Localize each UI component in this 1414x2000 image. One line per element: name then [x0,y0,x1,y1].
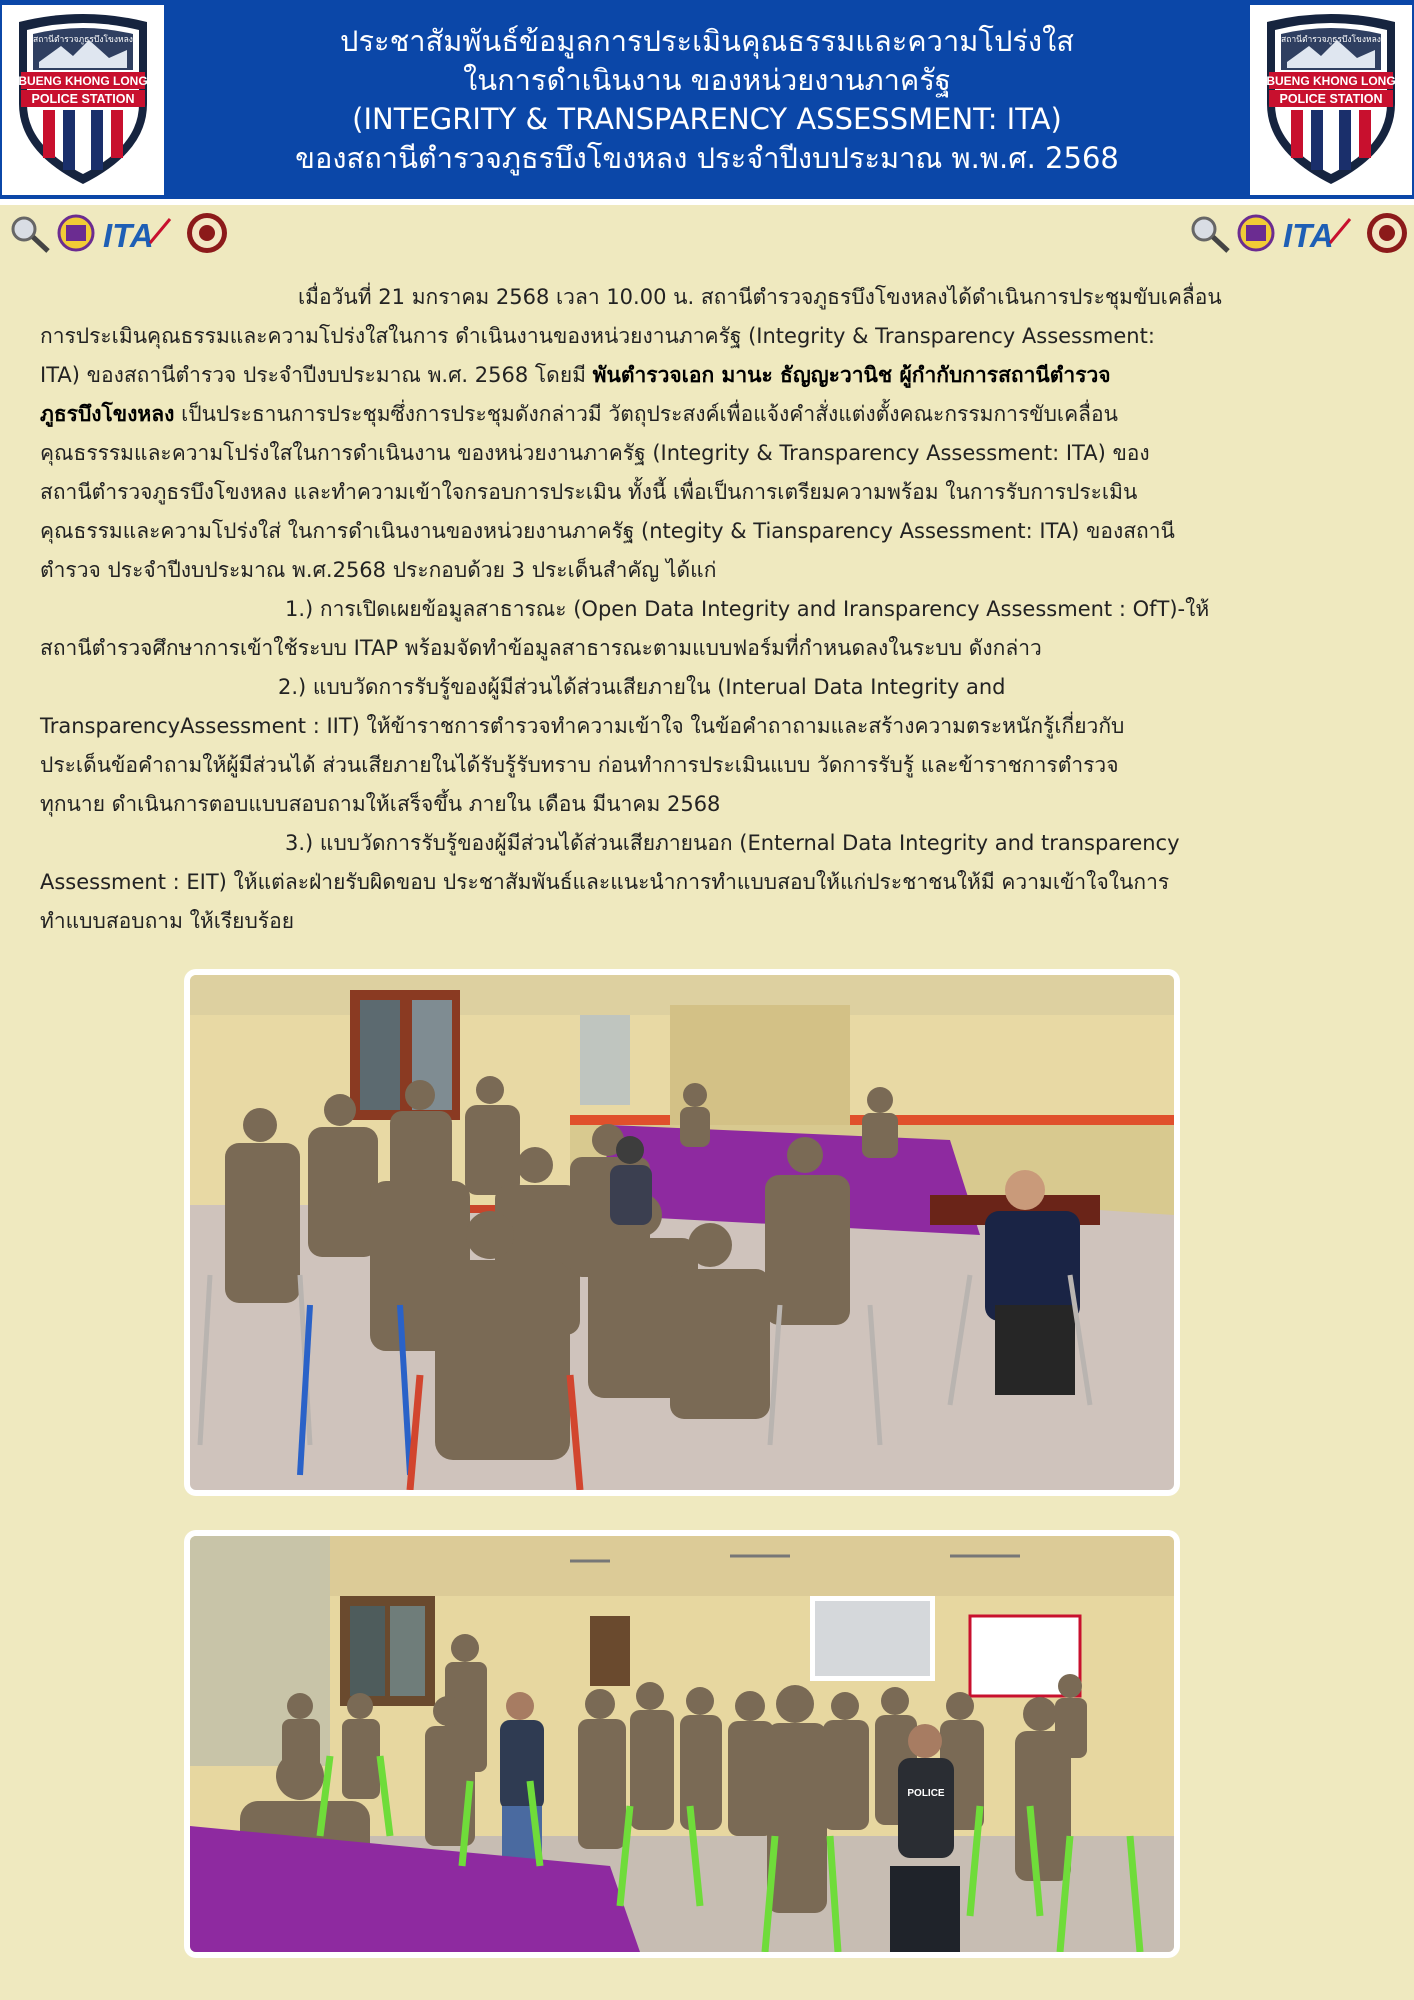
police-logo-right [1250,5,1412,195]
ita-logos-icon [1182,207,1414,259]
svg-text:สถานีตำรวจภูธรบึงโขงหลง: สถานีตำรวจภูธรบึงโขงหลง [1281,35,1381,45]
body-line: สถานีตำรวจภูธรบึงโขงหลง และทำความเข้าใจกรอบการประเมิน ทั้งนี้ เพื่อเป็นการเตรียมความพร้อม ในการรับการประเมิน [40,480,1138,504]
body-line: ภูธรบึงโขงหลง เป็นประธานการประชุมซึ่งการประชุมดังกล่าวมี วัตถุประสงค์เพื่อแจ้งคำสั่งแต่งตั้งคณะกรรมการขับเคลื่อน [40,402,1118,426]
police-badge-icon [1261,12,1401,188]
meeting-photo-2 [184,1530,1180,1958]
list-item-1: 1.) การเปิดเผยข้อมูลสาธารณะ (Open Data Integrity and Iransparency Assessment : OfT)-ให้ [285,597,1210,621]
body-line: เมื่อวันที่ 21 มกราคม 2568 เวลา 10.00 น. สถานีตำรวจภูธรบึงโขงหลงได้ดำเนินการประชุมขับเคลื่อน [298,285,1222,309]
body-line: สถานีตำรวจศึกษาการเข้าใช้ระบบ ITAP พร้อมจัดทำข้อมูลสาธารณะตามแบบฟอร์มที่กำหนดลงในระบบ ดังกล่าว [40,636,1042,660]
svg-text:POLICE STATION: POLICE STATION [1279,92,1383,106]
header-banner [0,0,1414,205]
body-line: ตำรวจ ประจำปีงบประมาณ พ.ศ.2568 ประกอบด้วย 3 ประเด็นสำคัญ ได้แก่ [40,558,717,582]
police-logo-left [2,5,164,195]
body-line: ITA) ของสถานีตำรวจ ประจำปีงบประมาณ พ.ศ. 2568 โดยมี พันตำรวจเอก มานะ ธัญญะวานิช ผู้กำกับการสถานีตำรวจ [40,363,1111,387]
body-line: คุณธรรรมและความโปร่งใสในการดำเนินงาน ของหน่วยงานภาครัฐ (Integrity & Transparency Assessment: ITA) ของ [40,441,1150,465]
meeting-photo-image [190,975,1174,1490]
svg-text:POLICE STATION: POLICE STATION [31,92,135,106]
ita-icon-row-right [1182,207,1414,259]
body-line: คุณธรรมและความโปร่งใส่ ในการดำเนินงานของหน่วยงานภาครัฐ (ntegity & Tiansparency Assessment: ITA) ของสถานี [40,519,1175,543]
body-line: ทำแบบสอบถาม ให้เรียบร้อย [40,909,294,933]
ita-logos-icon [2,207,242,259]
ita-icon-row-left [2,207,242,259]
header-divider [0,196,1414,205]
list-item-3: 3.) แบบวัดการรับรู้ของผู้มีส่วนได้ส่วนเสียภายนอก (Enternal Data Integrity and transparency [285,831,1180,855]
body-line: TransparencyAssessment : IIT) ให้ข้าราชการตำรวจทำความเข้าใจ ในข้อคำถาถามและสร้างความตระหนักรู้เกี่ยวกับ [40,714,1125,738]
svg-text:POLICE: POLICE [907,1788,945,1799]
chair-unit: ภูธรบึงโขงหลง [40,402,175,426]
svg-text:BUENG KHONG LONG: BUENG KHONG LONG [18,74,148,88]
page-title: ประชาสัมพันธ์ข้อมูลการประเมินคุณธรรมและความโปร่งใส ในการดำเนินงาน ของหน่วยงานภาครัฐ (INTEGRITY & TRANSPARENCY ASSESSMENT: ITA) ของสถานีตำรวจภูธรบึงโขงหลง ประจำปีงบประมาณ พ.พ.ศ. 2568 [295,24,1119,175]
police-badge-icon [13,12,153,188]
svg-text:ITA: ITA [103,217,154,254]
article-body [40,278,1380,941]
body-line: การประเมินคุณธรรมและความโปร่งใสในการ ดำเนินงานของหน่วยงานภาครัฐ (Integrity & Transparency Assessment: [40,324,1155,348]
body-line: ประเด็นข้อคำถามให้ผู้มีส่วนได้ ส่วนเสียภายในได้รับรู้รับทราบ ก่อนทำการประเมินแบบ วัดการรับรู้ และข้าราชการตำรวจ [40,753,1119,777]
body-line: ทุกนาย ดำเนินการตอบแบบสอบถามให้เสร็จขึ้น ภายใน เดือน มีนาคม 2568 [40,792,721,816]
body-line: Assessment : EIT) ให้แต่ละฝ่ายรับผิดขอบ ประชาสัมพันธ์และแนะนำการทำแบบสอบให้แก่ประชาชนให้มี ความเข้าใจในการ [40,870,1170,894]
meeting-photo-image [190,1536,1174,1952]
meeting-photo-1 [184,969,1180,1496]
list-item-2: 2.) แบบวัดการรับรู้ของผู้มีส่วนได้ส่วนเสียภายใน (Interual Data Integrity and [278,675,1006,699]
svg-text:สถานีตำรวจภูธรบึงโขงหลง: สถานีตำรวจภูธรบึงโขงหลง [33,35,133,45]
svg-text:BUENG KHONG LONG: BUENG KHONG LONG [1266,74,1396,88]
svg-text:ITA: ITA [1283,217,1334,254]
chair-name: พันตำรวจเอก มานะ ธัญญะวานิช ผู้กำกับการสถานีตำรวจ [592,363,1111,387]
